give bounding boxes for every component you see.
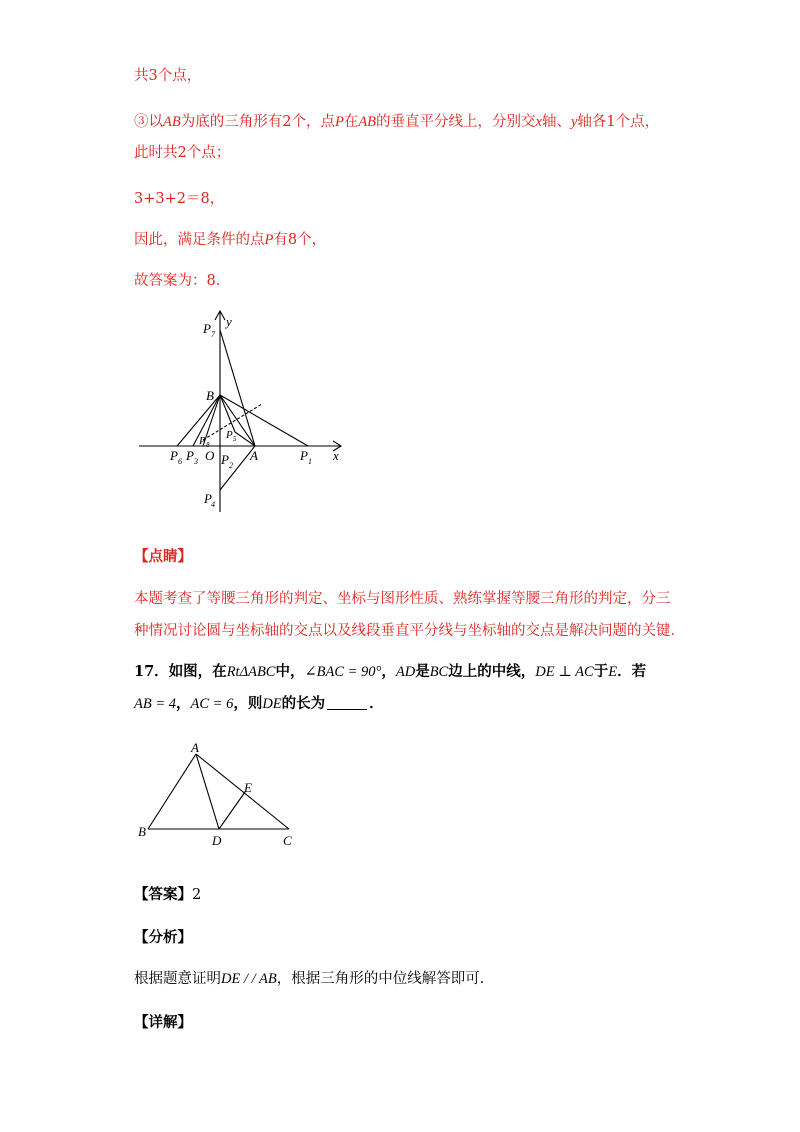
- point-p7-label: P: [203, 321, 211, 336]
- dianjing-heading: 【点睛】: [134, 548, 192, 565]
- axis-x-label: x: [333, 448, 339, 463]
- point-p2-label: P: [221, 452, 229, 467]
- solution-line-6: 故答案为：8．: [134, 273, 231, 289]
- point-b-label: B: [206, 388, 214, 403]
- question-17-line-1: 17．如图，在RtΔABC中，∠BAC = 90°，AD是BC边上的中线，DE ⊥ AC于E．若: [134, 663, 647, 680]
- point-o-label: O: [205, 448, 215, 463]
- analysis-heading: 【分析】: [134, 929, 192, 946]
- point-p3-label: P: [186, 448, 194, 463]
- point-p8-label: P: [199, 435, 206, 447]
- point-p5-label: P: [226, 429, 233, 441]
- question-17-line-2: AB = 4，AC = 6，则DE的长为 ．: [134, 695, 384, 712]
- triangle-a-label: A: [191, 740, 199, 755]
- point-p1-label: P: [300, 448, 308, 463]
- segment-ac: [196, 754, 289, 829]
- segment-de: [219, 792, 245, 829]
- segment-ad: [196, 754, 219, 829]
- triangle-c-label: C: [283, 833, 292, 848]
- detail-heading: 【详解】: [134, 1014, 192, 1031]
- solution-line-1: 共3个点，: [134, 68, 202, 84]
- point-p6-sub: 6: [178, 457, 182, 466]
- point-p2-sub: 2: [229, 461, 233, 470]
- solution-line-2: ③以AB为底的三角形有2个，点P在AB的垂直平分线上，分别交x轴、y轴各1个点，: [134, 114, 660, 130]
- point-p5-sub: 5: [233, 435, 237, 443]
- analysis-line: 根据题意证明DE / / AB，根据三角形的中位线解答即可．: [134, 971, 495, 987]
- dianjing-line-2: 种情况讨论圆与坐标轴的交点以及线段垂直平分线与坐标轴的交点是解决问题的关键．: [134, 623, 685, 639]
- point-p4-sub: 4: [211, 500, 215, 509]
- point-p4-label: P: [204, 491, 212, 506]
- point-p7-sub: 7: [211, 330, 215, 339]
- point-p6-label: P: [170, 448, 178, 463]
- point-p8-sub: 8: [206, 441, 210, 449]
- solution-line-4: 3+3+2＝8，: [134, 191, 225, 207]
- triangle-d-label: D: [212, 833, 222, 848]
- point-p1-sub: 1: [308, 457, 312, 466]
- solution-line-3: 此时共2个点；: [134, 145, 231, 161]
- segment-ab: [148, 754, 196, 829]
- answer-line: 【答案】2: [134, 886, 202, 903]
- triangle-b-label: B: [138, 824, 146, 839]
- solution-line-5: 因此，满足条件的点P有8个，: [134, 232, 327, 248]
- triangle-e-label: E: [244, 780, 252, 795]
- axis-y-label: y: [226, 314, 232, 329]
- point-a-label: A: [250, 448, 258, 463]
- dianjing-line-1: 本题考查了等腰三角形的判定、坐标与图形性质、熟练掌握等腰三角形的判定，分三: [134, 591, 671, 607]
- point-p3-sub: 3: [194, 457, 198, 466]
